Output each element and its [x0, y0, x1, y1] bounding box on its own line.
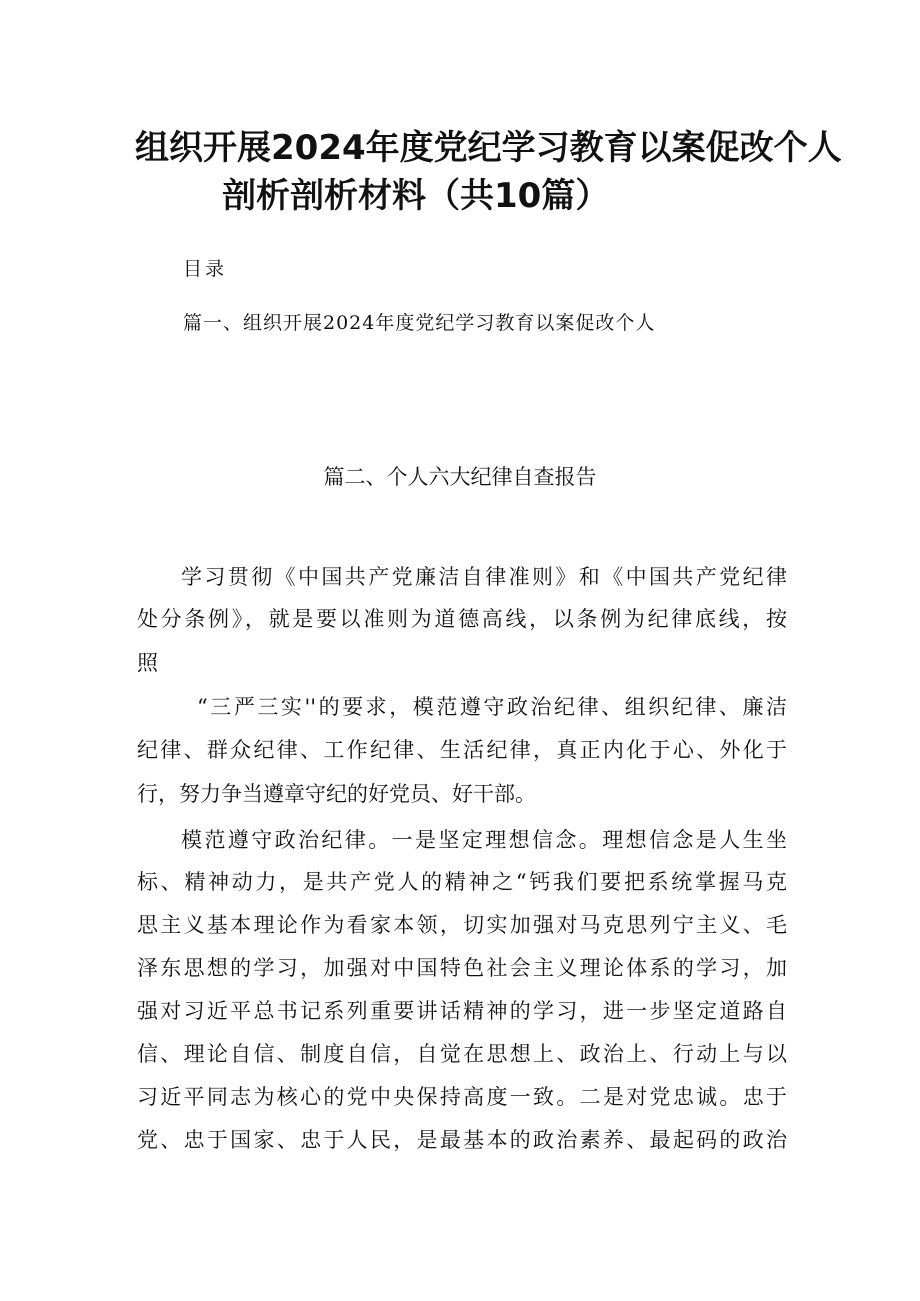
body-line: “三严三实''的要求，模范遵守政治纪律、组织纪律、廉洁	[197, 695, 787, 719]
body-line: 信、理论自信、制度自信，自觉在思想上、政治上、行动上与以	[137, 1042, 787, 1066]
document-title-line-1: 组织开展2024年度党纪学习教育以案促改个人	[135, 128, 842, 168]
body-line: 行，努力争当遵章守纪的好党员、好干部。	[137, 782, 536, 806]
toc-item-1: 篇一、组织开展2024年度党纪学习教育以案促改个人	[183, 312, 656, 334]
body-line: 党、忠于国家、忠于人民，是最基本的政治素养、最起码的政治	[137, 1128, 787, 1152]
document-title-line-2: 剖析剖析材料（共10篇）	[222, 176, 610, 216]
body-line: 模范遵守政治纪律。一是坚定理想信念。理想信念是人生坐	[181, 828, 787, 852]
table-of-contents-label: 目录	[183, 258, 228, 280]
body-line: 思主义基本理论作为看家本领，切实加强对马克思列宁主义、毛	[137, 913, 787, 937]
body-line: 强对习近平总书记系列重要讲话精神的学习，进一步坚定道路自	[137, 999, 787, 1023]
body-line: 习近平同志为核心的党中央保持高度一致。二是对党忠诚。忠于	[137, 1085, 787, 1109]
body-line: 处分条例》，就是要以准则为道德高线，以条例为纪律底线，按	[137, 607, 787, 631]
body-line: 泽东思想的学习，加强对中国特色社会主义理论体系的学习，加	[137, 956, 787, 980]
body-line: 标、精神动力，是共产党人的精神之“钙我们要把系统掌握马克	[137, 870, 787, 894]
body-line: 照	[137, 651, 158, 675]
section-heading: 篇二、个人六大纪律自查报告	[323, 465, 597, 489]
body-line: 纪律、群众纪律、工作纪律、生活纪律，真正内化于心、外化于	[137, 738, 787, 762]
body-line: 学习贯彻《中国共产党廉洁自律准则》和《中国共产党纪律	[181, 565, 787, 589]
